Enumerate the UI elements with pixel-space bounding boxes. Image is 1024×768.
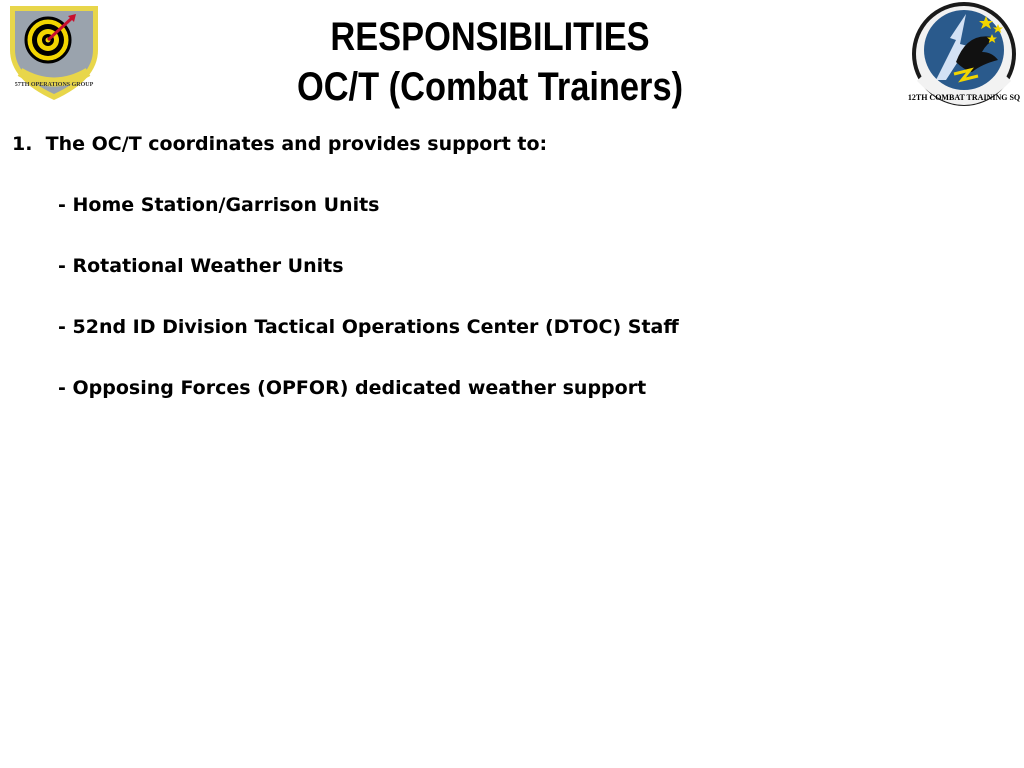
operations-group-emblem	[2, 0, 106, 104]
emblem-text: 57TH OPERATIONS GROUP	[14, 82, 94, 88]
slide-title	[230, 12, 750, 112]
combat-training-squadron-patch	[906, 0, 1024, 112]
sub-item-opfor-support: - Opposing Forces (OPFOR) dedicated weather support	[58, 377, 647, 399]
title-line-2: OC/T (Combat Trainers)	[296, 65, 684, 109]
slide-body	[12, 130, 1012, 402]
patch-text: 12TH COMBAT TRAINING SQ	[907, 93, 1021, 102]
sub-item-rotational-weather: - Rotational Weather Units	[58, 255, 344, 277]
title-line-1: RESPONSIBILITIES	[330, 15, 650, 59]
sub-item-dtoc-staff: - 52nd ID Division Tactical Operations Center (DTOC) Staff	[58, 316, 679, 338]
item-heading: 1. The OC/T coordinates and provides support to:	[12, 133, 548, 155]
sub-item-home-station: - Home Station/Garrison Units	[58, 194, 380, 216]
